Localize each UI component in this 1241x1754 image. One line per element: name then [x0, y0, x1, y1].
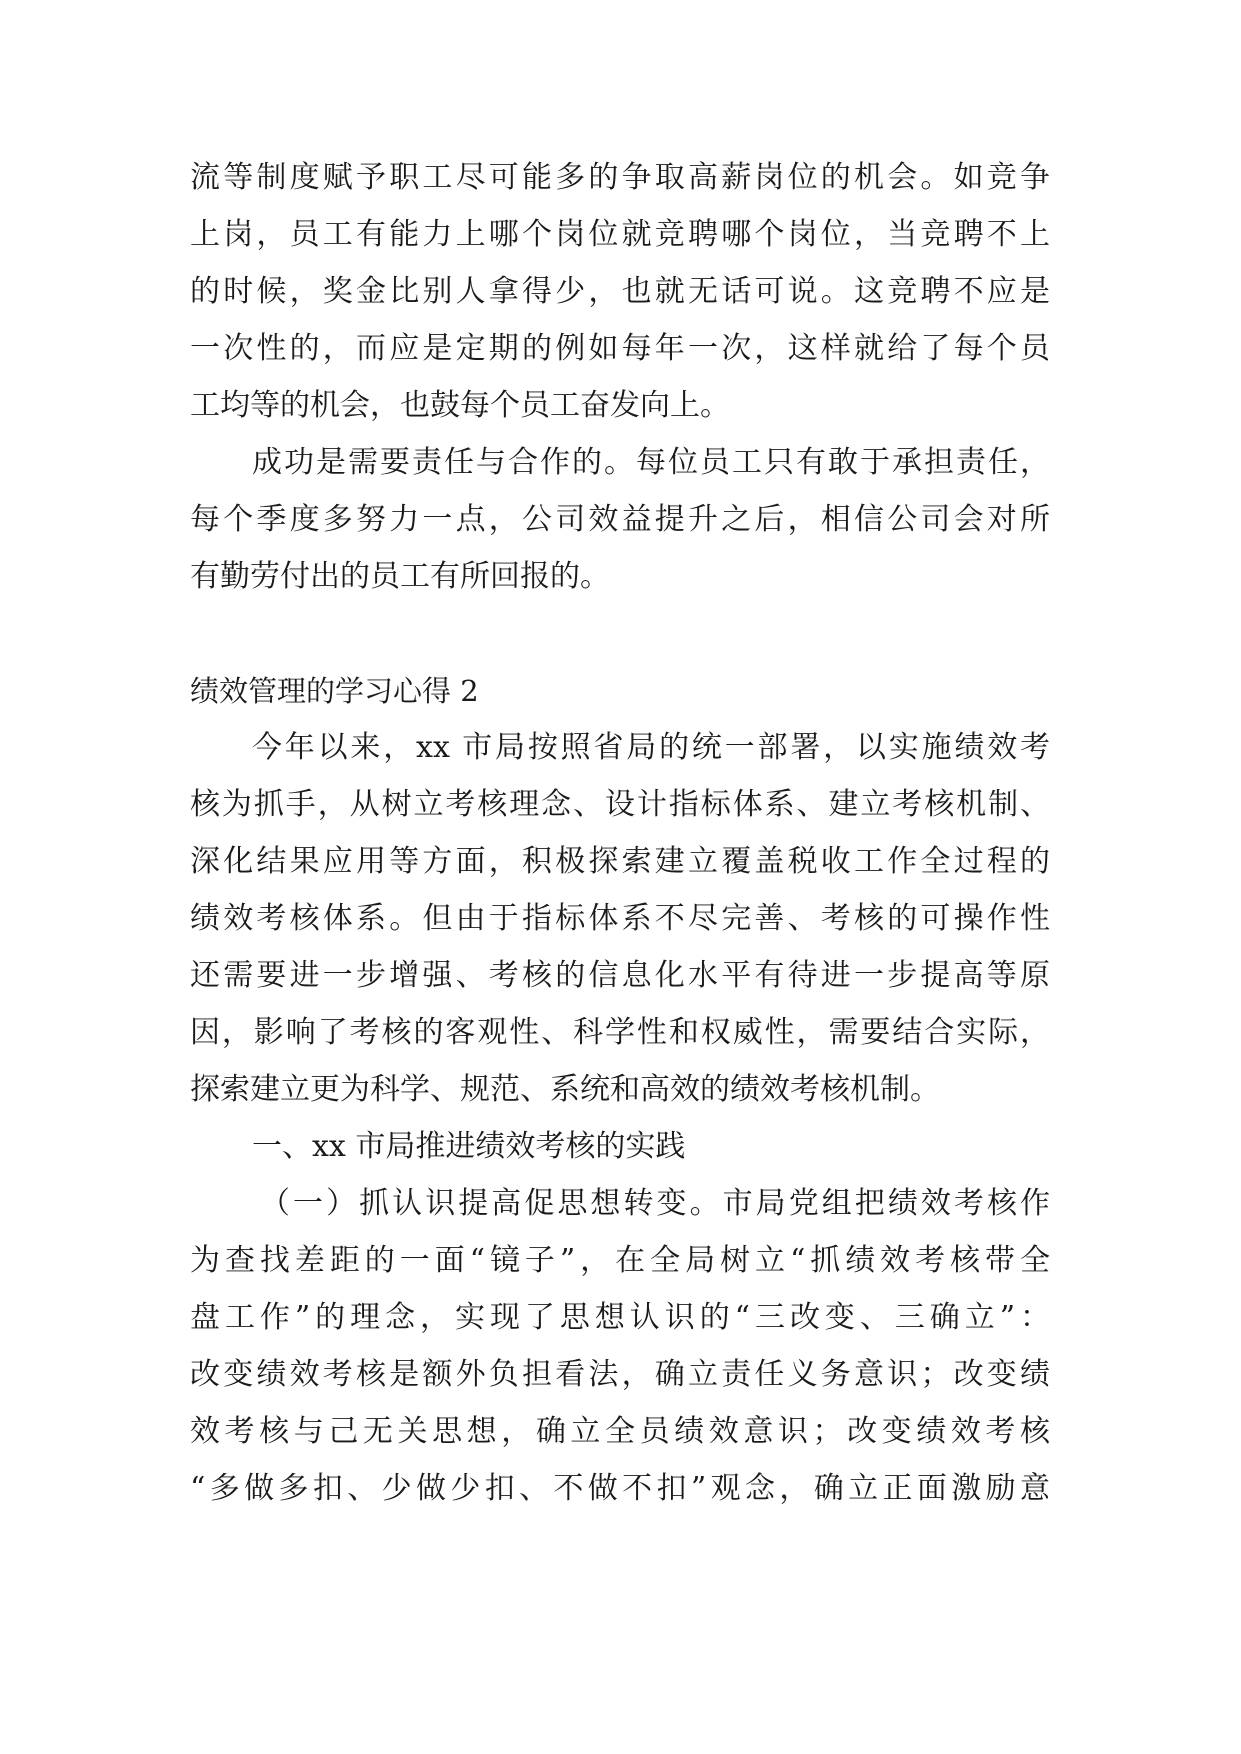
subsection-line-1: （一）抓认识提高促思想转变。市局党组把绩效考核作 [260, 1186, 1050, 1221]
subheading: 一、xx 市局推进绩效考核的实践 [252, 1129, 686, 1164]
intro-line-1: 流等制度赋予职工尽可能多的争取高薪岗位的机会。如竞争 [190, 160, 1050, 195]
section-line-2: 核为抓手，从树立考核理念、设计指标体系、建立考核机制、 [190, 787, 1050, 822]
subsection-line-2: 为查找差距的一面“镜子”，在全局树立“抓绩效考核带全 [190, 1243, 1050, 1278]
intro-line-3: 的时候，奖金比别人拿得少，也就无话可说。这竞聘不应是 [190, 274, 1050, 309]
section-line-7: 探索建立更为科学、规范、系统和高效的绩效考核机制。 [190, 1072, 940, 1107]
intro-line-2: 上岗，员工有能力上哪个岗位就竞聘哪个岗位，当竞聘不上 [190, 217, 1050, 252]
section-line-4: 绩效考核体系。但由于指标体系不尽完善、考核的可操作性 [190, 901, 1050, 936]
intro-line-4: 一次性的，而应是定期的例如每年一次，这样就给了每个员 [190, 331, 1050, 366]
subsection-line-3: 盘工作”的理念，实现了思想认识的“三改变、三确立”： [190, 1300, 1050, 1335]
intro-line-5: 工均等的机会，也鼓每个员工奋发向上。 [190, 388, 730, 423]
section-title: 绩效管理的学习心得 2 [190, 674, 479, 708]
closing-line-3: 有勤劳付出的员工有所回报的。 [190, 559, 610, 594]
closing-line-2: 每个季度多努力一点，公司效益提升之后，相信公司会对所 [190, 502, 1050, 537]
closing-line-1: 成功是需要责任与合作的。每位员工只有敢于承担责任， [252, 445, 1050, 480]
subsection-line-5: 效考核与己无关思想，确立全员绩效意识；改变绩效考核 [190, 1414, 1050, 1449]
section-line-1: 今年以来，xx 市局按照省局的统一部署，以实施绩效考 [252, 730, 1050, 765]
subsection-line-6: “多做多扣、少做少扣、不做不扣”观念，确立正面激励意 [190, 1471, 1050, 1506]
subsection-line-4: 改变绩效考核是额外负担看法，确立责任义务意识；改变绩 [190, 1357, 1050, 1392]
section-line-6: 因，影响了考核的客观性、科学性和权威性，需要结合实际， [190, 1015, 1050, 1050]
section-line-3: 深化结果应用等方面，积极探索建立覆盖税收工作全过程的 [190, 844, 1050, 879]
section-line-5: 还需要进一步增强、考核的信息化水平有待进一步提高等原 [190, 958, 1050, 993]
